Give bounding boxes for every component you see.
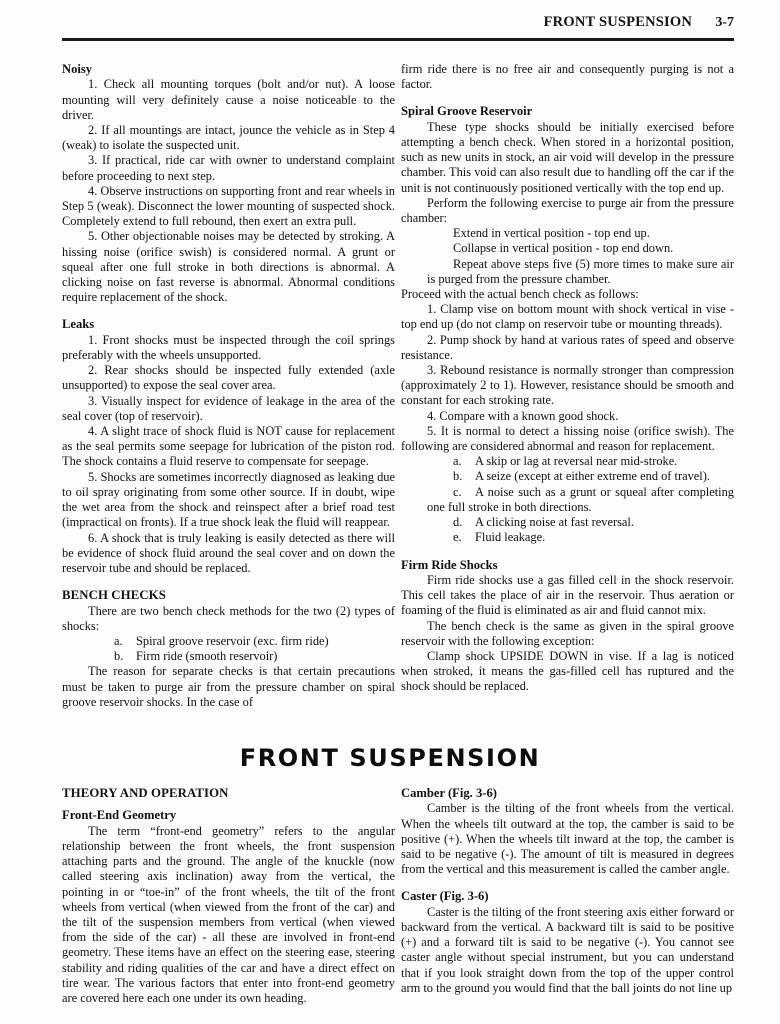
lower-body — [62, 786, 734, 1006]
list-text: A seize (except at either extreme end of travel). — [475, 469, 710, 484]
abnormal-item-b — [401, 469, 734, 484]
bench-step-5: 5. It is normal to detect a hissing noise (orifice swish). The following are considered abnormal and reason for replacement. — [401, 423, 734, 454]
purge-step-1: Extend in vertical position - top end up. — [453, 226, 650, 241]
heading-bench-checks: BENCH CHECKS — [62, 588, 166, 603]
lower-right-column — [401, 786, 734, 996]
list-label: c. — [453, 484, 462, 499]
page-header — [62, 14, 734, 42]
heading-leaks: Leaks — [62, 317, 95, 332]
list-label: d. — [453, 515, 463, 530]
spacer — [401, 546, 734, 558]
spacer — [401, 92, 734, 104]
heading-caster: Caster (Fig. 3-6) — [401, 889, 489, 904]
lower-left-column — [62, 786, 395, 1006]
spacer — [401, 877, 734, 889]
heading-firm-ride-shocks: Firm Ride Shocks — [401, 557, 498, 572]
noisy-item-5: 5. Other objectionable noises may be detected by stroking. A hissing noise (orifice swish) is considered normal. A grunt or squeal after one full stroke in both directions is abnormal. A clicking noise on fast reverse is abnormal. Abnormal conditions require replacement of the shock. — [62, 229, 395, 305]
spiral-paragraph-1: These type shocks should be initially exercised before attempting a bench check. When stored in a horizontal position, such as new units in stock, an air void will develop in the pressure chamber. This void can also result due to handling off the car if the unit is not continuously positioned vertically with the top end up. — [401, 119, 734, 195]
list-label: b. — [114, 649, 124, 664]
list-text: A noise such as a grunt or squeal after completing one full stroke in both directions. — [427, 484, 734, 514]
list-text: Spiral groove reservoir (exc. firm ride) — [136, 633, 329, 648]
purge-step-2: Collapse in vertical position - top end down. — [453, 241, 674, 256]
proceed-line: Proceed with the actual bench check as follows: — [401, 287, 639, 302]
front-end-geometry-paragraph: The term “front-end geometry” refers to the angular relationship between the front wheels, the front suspension attaching parts and the ground. The angle of the knuckle (now called steering axis inclination) away from the vertical, the pointing in or “toe-in” of the front wheels, the tilt of the front wheels from vertical (when viewed from the front of the car) and the tilt of the suspension members from vertical (when viewed from the side of the car) - all these are involved in front-end geometry. These items have an effect on the steering ease, steering stability and riding qualities of the car and have a direct effect on tire wear. The various factors that enter into front-end geometry are covered here each one under its own heading. — [62, 823, 395, 1006]
section-title: FRONT SUSPENSION — [239, 744, 541, 772]
noisy-item-1: 1. Check all mounting torques (bolt and/or nut). A loose mounting will very definitely cause a noise noticeable to the driver. — [62, 77, 395, 122]
leaks-item-2: 2. Rear shocks should be inspected fully extended (axle unsupported) to expose the seal cover area. — [62, 363, 395, 393]
list-label: b. — [453, 469, 463, 484]
upper-body — [62, 62, 734, 710]
leaks-item-3: 3. Visually inspect for evidence of leakage in the area of the seal cover (top of reservoir). — [62, 393, 395, 423]
list-label: a. — [114, 633, 123, 648]
bench-method-a — [62, 634, 395, 649]
spacer — [62, 801, 395, 808]
firm-ride-paragraph-2: The bench check is the same as given in the spiral groove reservoir with the following exception: — [401, 618, 734, 648]
upper-left-column — [62, 62, 395, 710]
spacer — [62, 576, 395, 588]
purge-step-3: Repeat above steps five (5) more times to make sure air is purged from the pressure chamber. — [427, 256, 734, 286]
leaks-item-5: 5. Shocks are sometimes incorrectly diagnosed as leaking due to oil spray originating from some other source. If in doubt, wipe the wet area from the shock and reinspect after a brief road test (impractical on fronts). If a true shock leak the fluid will reappear. — [62, 469, 395, 530]
list-text: Fluid leakage. — [475, 530, 546, 545]
bench-step-3: 3. Rebound resistance is normally stronger than compression (approximately 2 to 1). However, resistance should be smooth and constant for each stroking rate. — [401, 363, 734, 408]
firm-ride-paragraph-1: Firm ride shocks use a gas filled cell in the shock reservoir. This cell takes the place of air in the reservoir. Thus aeration or foaming of the fluid is eliminated as air and fluid cannot mix. — [401, 572, 734, 618]
list-text: A clicking noise at fast reversal. — [475, 515, 634, 530]
list-label: a. — [453, 454, 462, 469]
heading-spiral-groove-reservoir: Spiral Groove Reservoir — [401, 104, 533, 119]
continuation-paragraph: firm ride there is no free air and consequently purging is not a factor. — [401, 62, 734, 92]
heading-noisy: Noisy — [62, 62, 93, 76]
spiral-paragraph-2: Perform the following exercise to purge air from the pressure chamber: — [401, 195, 734, 226]
leaks-item-6: 6. A shock that is truly leaking is easily detected as there will be evidence of shock fluid around the seal cover and on down the reservoir tube and should be replaced. — [62, 530, 395, 575]
caster-paragraph: Caster is the tilting of the front steering axis either forward or backward from the vertical. A backward tilt is said to be positive (+) and a forward tilt is said to be negative (-). You cannot see caster angle without special instrument, but you can understand that if you look straight down from the top of the upper control arm to the ground you would find that the ball joints do not line up — [401, 904, 734, 995]
page-number: 3-7 — [715, 15, 734, 30]
noisy-item-4: 4. Observe instructions on supporting front and rear wheels in Step 5 (weak). Disconnect the lower mounting of suspected shock. Completely extend to full rebound, then exert an extra pull. — [62, 183, 395, 229]
abnormal-item-a — [401, 454, 734, 469]
firm-ride-paragraph-3: Clamp shock UPSIDE DOWN in vise. If a lag is noticed when stroked, it means the gas-filled cell has ruptured and the shock should be replaced. — [401, 648, 734, 694]
noisy-item-3: 3. If practical, ride car with owner to understand complaint before proceeding to next step. — [62, 153, 395, 183]
spacer — [62, 305, 395, 317]
heading-theory-and-operation: THEORY AND OPERATION — [62, 786, 229, 800]
header-rule — [62, 38, 734, 41]
abnormal-item-e — [401, 530, 734, 545]
header-title: FRONT SUSPENSION — [543, 14, 692, 30]
noisy-item-2: 2. If all mountings are intact, jounce the vehicle as in Step 4 (weak) to isolate the suspected unit. — [62, 123, 395, 153]
bench-method-b — [62, 649, 395, 664]
list-label: e. — [453, 530, 462, 545]
heading-camber: Camber (Fig. 3-6) — [401, 786, 497, 800]
camber-paragraph: Camber is the tilting of the front wheels from the vertical. When the wheels tilt outward at the top, the camber is said to be positive (+). When the wheels tilt inward at the top, the camber is said to be negative (-). The amount of tilt is measured in degrees from the vertical and this measurement is called the camber angle. — [401, 801, 734, 877]
bench-reason: The reason for separate checks is that certain precautions must be taken to purge air from the pressure chamber on spiral groove reservoir shocks. In the case of — [62, 664, 395, 709]
upper-right-column — [401, 62, 734, 695]
list-text: Firm ride (smooth reservoir) — [136, 649, 278, 664]
abnormal-item-c — [401, 485, 734, 515]
leaks-item-1: 1. Front shocks must be inspected through the coil springs preferably with the wheels unsupported. — [62, 332, 395, 363]
bench-step-1: 1. Clamp vise on bottom mount with shock vertical in vise - top end up (do not clamp on reservoir tube or mounting threads). — [401, 302, 734, 332]
bench-intro: There are two bench check methods for the two (2) types of shocks: — [62, 603, 395, 633]
leaks-item-4: 4. A slight trace of shock fluid is NOT cause for replacement as the seal permits some seepage for lubrication of the piston rod. The shock contains a fluid reserve to compensate for seepage. — [62, 424, 395, 469]
abnormal-item-d — [401, 515, 734, 530]
heading-front-end-geometry: Front-End Geometry — [62, 808, 177, 823]
bench-step-4: 4. Compare with a known good shock. — [427, 408, 619, 423]
list-text: A skip or lag at reversal near mid-stroke. — [475, 454, 678, 469]
bench-step-2: 2. Pump shock by hand at various rates of speed and observe resistance. — [401, 332, 734, 362]
